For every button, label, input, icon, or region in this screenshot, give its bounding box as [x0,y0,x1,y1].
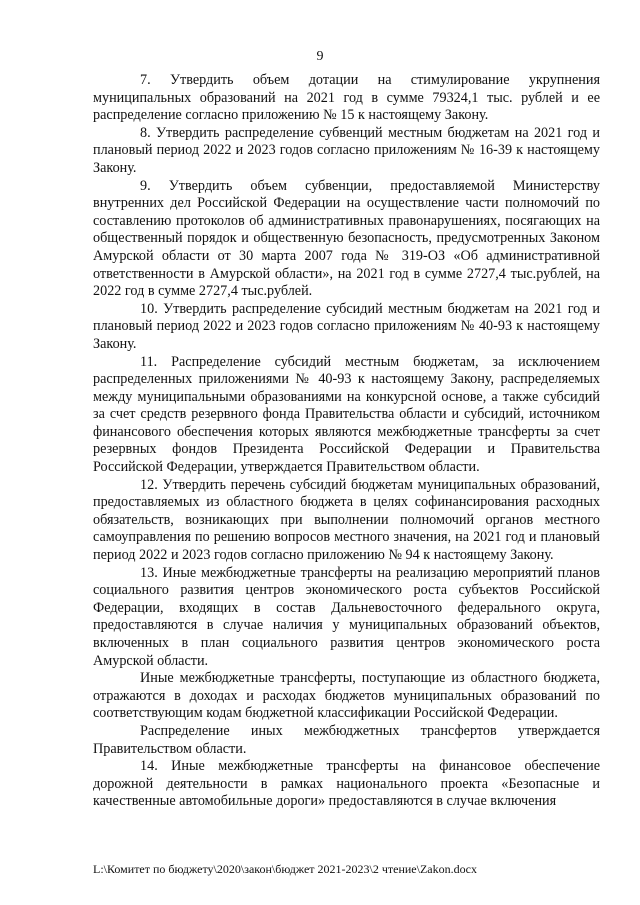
page-number: 9 [316,49,324,64]
footer-file-path: L:\Комитет по бюджету\2020\закон\бюджет 2021-2023\2 чтение\Zakon.docx [93,862,477,876]
paragraph-13-distribution: Распределение иных межбюджетных трансфертов утверждается Правительством области. [93,722,600,757]
paragraph-7: 7. Утвердить объем дотации на стимулирование укрупнения муниципальных образований на 2021 год в сумме 79324,1 тыс. рублей и ее распределение согласно приложению № 15 к настоящему Закону. [93,72,600,124]
document-body [93,72,600,811]
paragraph-8: 8. Утвердить распределение субвенций местным бюджетам на 2021 год и плановый период 2022 и 2023 годов согласно приложениям № 16-39 к настоящему Закону. [93,124,600,176]
paragraph-12: 12. Утвердить перечень субсидий бюджетам муниципальных образований, предоставляемых из областного бюджета в целях софинансирования расходных обязательств, возникающих при выполнении полномочий органов местного самоуправления по решению вопросов местного значения, на 2021 год и плановый период 2022 и 2023 годов согласно приложению № 94 к настоящему Закону. [93,476,600,564]
paragraph-14: 14. Иные межбюджетные трансферты на финансовое обеспечение дорожной деятельности в рамках национального проекта «Безопасные и качественные автомобильные дороги» предоставляются в случае включения [93,758,600,810]
paragraph-13: 13. Иные межбюджетные трансферты на реализацию мероприятий планов социального развития центров экономического роста субъектов Российской Федерации, входящих в состав Дальневосточного федерального округа, предоставляются в случае наличия у муниципальных образований объектов, включенных в план социального развития центров экономического роста Амурской области. [93,564,600,669]
paragraph-10: 10. Утвердить распределение субсидий местным бюджетам на 2021 год и плановый период 2022 и 2023 годов согласно приложениям № 40-93 к настоящему Закону. [93,300,600,352]
paragraph-9: 9. Утвердить объем субвенции, предоставляемой Министерству внутренних дел Российской Федерации на осуществление части полномочий по составлению протоколов об административных правонарушениях, посягающих на общественный порядок и общественную безопасность, предусмотренных Законом Амурской области от 30 марта 2007 года № 319-ОЗ «Об административной ответственности в Амурской области», на 2021 год в сумме 2727,4 тыс.рублей, на 2022 год в сумме 2727,4 тыс.рублей. [93,177,600,300]
paragraph-13-transfers: Иные межбюджетные трансферты, поступающие из областного бюджета, отражаются в доходах и расходах бюджетов муниципальных образований по соответствующим кодам бюджетной классификации Российской Федерации. [93,670,600,722]
paragraph-11: 11. Распределение субсидий местным бюджетам, за исключением распределенных приложениями № 40-93 к настоящему Закону, распределяемых между муниципальными образованиями на конкурсной основе, а также субсидий за счет средств резервного фонда Правительства области и субсидий, источником финансового обеспечения которых являются межбюджетные трансферты за счет резервных фондов Президента Российской Федерации и Правительства Российской Федерации, утверждается Правительством области. [93,353,600,476]
